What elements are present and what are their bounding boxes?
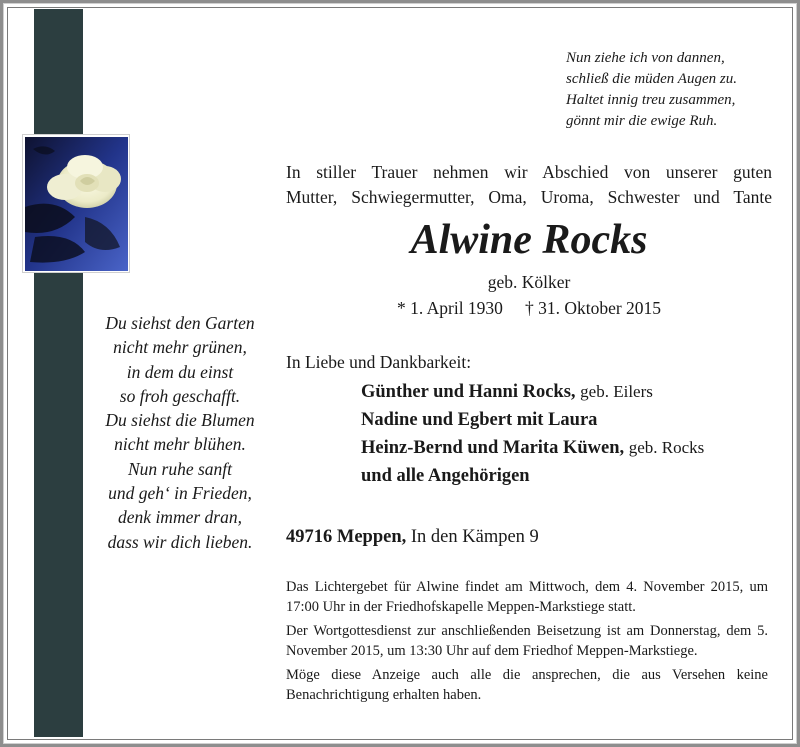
mourner-row <box>361 434 781 462</box>
mourner-names: Heinz-Bernd und Marita Küwen, <box>361 438 625 458</box>
service-notices <box>286 578 768 710</box>
notice-paragraph: Der Wortgottesdienst zur anschließenden Beisetzung ist am Donnerstag, dem 5. November 2015, um 13:30 Uhr auf dem Friedhof Meppen-Markstiege. <box>286 623 768 659</box>
intro-text <box>286 160 772 209</box>
intro-line: In stiller Trauer nehmen wir Abschied von unserer guten <box>286 162 772 182</box>
notice-paragraph: Das Lichtergebet für Alwine findet am Mittwoch, dem 4. November 2015, um 17:00 Uhr in der Friedhofskapelle Meppen-Markstiege statt. <box>286 579 768 615</box>
poem-line: nicht mehr grünen, <box>113 337 247 358</box>
poem-line: dass wir dich lieben. <box>107 531 253 552</box>
address-street: In den Kämpen 9 <box>410 527 539 547</box>
poem-line: denk immer dran, <box>118 507 242 528</box>
mourner-names: Nadine und Egbert mit Laura <box>361 410 598 430</box>
poem-line: Du siehst den Garten <box>105 313 255 333</box>
life-dates <box>286 296 772 320</box>
poem-line: so froh geschafft. <box>119 385 241 406</box>
poem-line: und geh‘ in Frieden, <box>108 483 252 504</box>
poem-top-right <box>566 48 776 132</box>
decorative-side-band <box>34 9 83 737</box>
mourner-names: und alle Angehörigen <box>361 466 530 486</box>
mourner-note: geb. Rocks <box>628 438 705 457</box>
poem-line: Nun ruhe sanft <box>127 458 233 479</box>
poem-line: in dem du einst <box>126 361 234 382</box>
intro-line: Mutter, Schwiegermutter, Oma, Uroma, Schwester und Tante <box>286 186 772 207</box>
birth-date: * 1. April 1930 <box>396 298 503 318</box>
death-date: † 31. Oktober 2015 <box>524 298 662 318</box>
white-rose-image <box>25 137 128 271</box>
mourner-row <box>361 406 781 434</box>
poem-line: nicht mehr blühen. <box>114 434 246 455</box>
poem-line: gönnt mir die ewige Ruh. <box>566 113 718 129</box>
address-city: 49716 Meppen, <box>286 527 407 547</box>
poem-line: Nun ziehe ich von dannen, <box>566 50 725 66</box>
mourner-row <box>361 462 781 490</box>
poem-left-column <box>88 311 272 554</box>
rose-photo-frame <box>22 134 130 273</box>
gratitude-heading: In Liebe und Dankbarkeit: <box>286 352 472 372</box>
mourner-note: geb. Eilers <box>580 382 653 401</box>
mourners-list <box>361 378 781 490</box>
mourner-row <box>361 378 781 406</box>
poem-line: Haltet innig treu zusammen, <box>566 92 736 108</box>
notice-paragraph: Möge diese Anzeige auch alle die ansprechen, die aus Versehen keine Benachrichtigung erhalten haben. <box>286 667 768 703</box>
mourner-names: Günther und Hanni Rocks, <box>361 382 576 402</box>
maiden-name: geb. Kölker <box>487 272 571 292</box>
poem-line: schließ die müden Augen zu. <box>566 71 737 87</box>
deceased-name: Alwine Rocks <box>410 217 648 263</box>
address <box>286 524 539 550</box>
poem-line: Du siehst die Blumen <box>105 410 255 431</box>
